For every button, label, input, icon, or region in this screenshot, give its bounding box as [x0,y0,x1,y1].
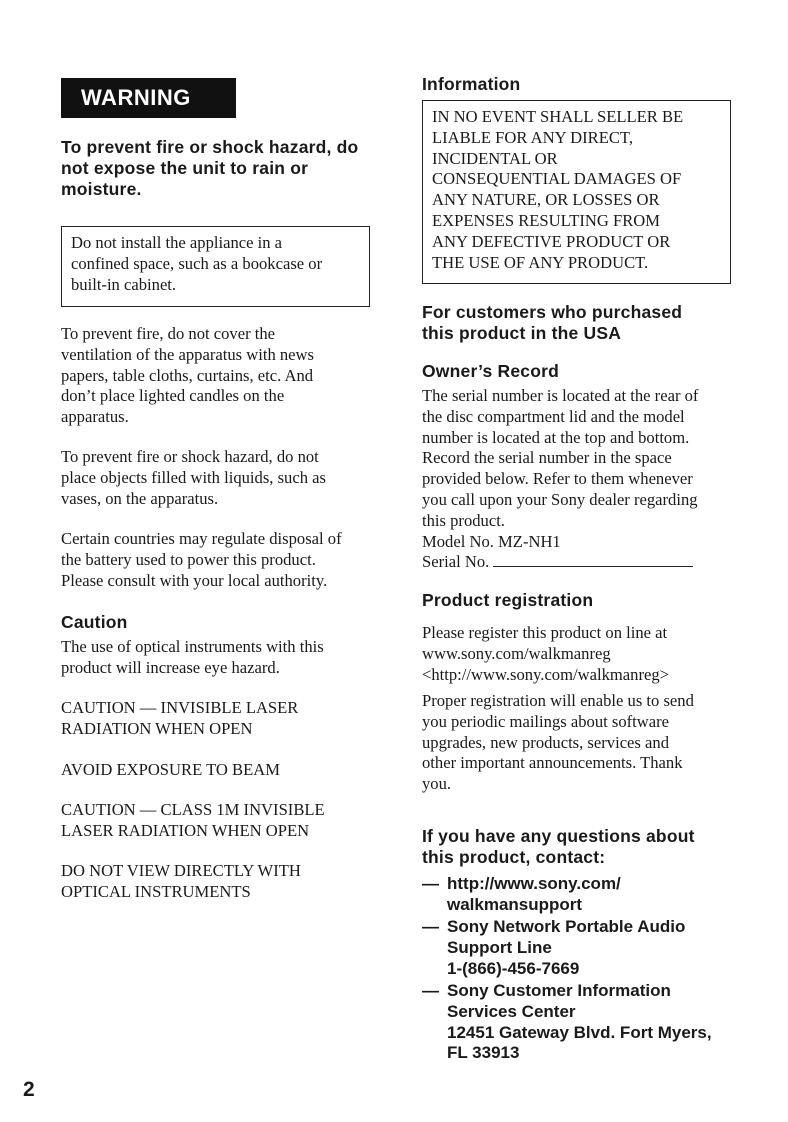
paragraph-line: Certain countries may regulate disposal of [61,529,342,548]
paragraph-line: DO NOT VIEW DIRECTLY WITH [61,861,301,880]
paragraph-line: CAUTION — INVISIBLE LASER [61,698,299,717]
contact-line: Sony Network Portable Audio [447,917,686,936]
paragraph-line: other important announcements. Thank [422,753,683,773]
address-line: FL 33913 [447,1043,520,1063]
caution-class [61,800,325,842]
contact-item-support-line [422,917,685,979]
fire-hazard-heading [61,137,358,200]
registration-url[interactable]: www.sony.com/walkmanreg [422,643,611,663]
serial-number-label: Serial No. [422,552,490,572]
paragraph-line: Record the serial number in the space [422,448,672,468]
paragraph-line: ventilation of the apparatus with news [61,344,314,364]
address-line: 12451 Gateway Blvd. Fort Myers, [447,1022,712,1042]
support-url[interactable]: http://www.sony.com/ [447,874,621,893]
do-not-view [61,861,301,903]
paragraph-line: apparatus. [61,407,129,427]
paragraph-line: OPTICAL INSTRUMENTS [61,881,251,901]
page-number: 2 [23,1078,35,1101]
ventilation-paragraph [61,324,314,428]
heading-line: this product, contact: [422,847,606,867]
warning-label-text: WARNING [81,85,191,110]
usa-heading [422,302,682,344]
paragraph-line: The use of optical instruments with this [61,637,324,656]
paragraph-line: Please register this product on line at [422,623,668,642]
paragraph-line: you periodic mailings about software [422,711,670,731]
paragraph-line: this product. [422,510,505,530]
product-registration-heading: Product registration [422,590,594,610]
heading-line: this product in the USA [422,323,622,343]
heading-line: moisture. [61,179,142,199]
dash-bullet: — [422,874,439,893]
paragraph-line: vases, on the apparatus. [61,488,219,508]
notice-line: Do not install the appliance in a [71,233,283,252]
heading-line: To prevent fire or shock hazard, do [61,137,359,157]
notice-line: confined space, such as a bookcase or [71,253,323,273]
owners-record-heading: Owner’s Record [422,361,560,381]
paragraph-line: Proper registration will enable us to send [422,691,694,710]
information-heading: Information [422,74,521,94]
dash-bullet: — [422,981,439,1000]
paragraph-line: the battery used to power this product. [61,549,316,569]
contact-item-info-center [422,981,712,1064]
paragraph-line: upgrades, new products, services and [422,732,669,752]
contact-line: Services Center [447,1001,576,1021]
paragraph-line: To prevent fire, do not cover the [61,324,276,343]
paragraph-line: To prevent fire or shock hazard, do not [61,447,319,466]
contact-line: Support Line [447,937,552,957]
notice-line: ANY NATURE, OR LOSSES OR [432,190,660,210]
notice-line: EXPENSES RESULTING FROM [432,210,661,230]
install-notice-box [61,226,370,307]
serial-number-blank [493,552,693,567]
serial-number-row [422,552,698,573]
paragraph-line: you. [422,774,452,794]
paragraph-line: the disc compartment lid and the model [422,406,685,426]
contact-item-website [422,874,621,916]
heading-line: If you have any questions about [422,826,695,846]
paragraph-line: RADIATION WHEN OPEN [61,718,253,738]
registration-benefits [422,691,694,795]
avoid-exposure: AVOID EXPOSURE TO BEAM [61,760,280,779]
contact-line: Sony Customer Information [447,981,671,1000]
registration-link[interactable]: <http://www.sony.com/walkmanreg> [422,664,669,684]
support-url[interactable]: walkmansupport [447,894,583,914]
battery-paragraph [61,529,342,591]
notice-line: built-in cabinet. [71,274,177,294]
notice-line: THE USE OF ANY PRODUCT. [432,252,649,272]
paragraph-line: product will increase eye hazard. [61,657,280,677]
paragraph-line: don’t place lighted candles on the [61,386,285,406]
dash-bullet: — [422,917,439,936]
paragraph-line: place objects filled with liquids, such as [61,467,326,487]
paragraph-line: LASER RADIATION WHEN OPEN [61,820,310,840]
notice-line: LIABLE FOR ANY DIRECT, [432,127,633,147]
notice-line: ANY DEFECTIVE PRODUCT OR [432,231,671,251]
caution-laser [61,698,298,740]
model-number: Model No. MZ-NH1 [422,531,561,551]
notice-line: IN NO EVENT SHALL SELLER BE [432,107,684,126]
liability-notice-box [422,100,731,284]
notice-line: CONSEQUENTIAL DAMAGES OF [432,169,682,189]
liquids-paragraph [61,447,326,509]
caution-text [61,637,324,679]
paragraph-line: provided below. Refer to them whenever [422,469,693,489]
owners-record-text [422,386,698,573]
notice-line: INCIDENTAL OR [432,148,558,168]
paragraph-line: number is located at the top and bottom. [422,427,690,447]
caution-heading: Caution [61,612,128,632]
registration-text [422,623,669,685]
paragraph-line: Please consult with your local authority. [61,570,328,590]
paragraph-line: CAUTION — CLASS 1M INVISIBLE [61,800,325,819]
warning-label [61,78,236,118]
heading-line: not expose the unit to rain or [61,158,309,178]
paragraph-line: papers, table cloths, curtains, etc. And [61,365,314,385]
phone-number: 1-(866)-456-7669 [447,958,580,978]
paragraph-line: you call upon your Sony dealer regarding [422,489,698,509]
heading-line: For customers who purchased [422,302,683,322]
questions-heading [422,826,695,868]
paragraph-line: The serial number is located at the rear of [422,386,699,405]
